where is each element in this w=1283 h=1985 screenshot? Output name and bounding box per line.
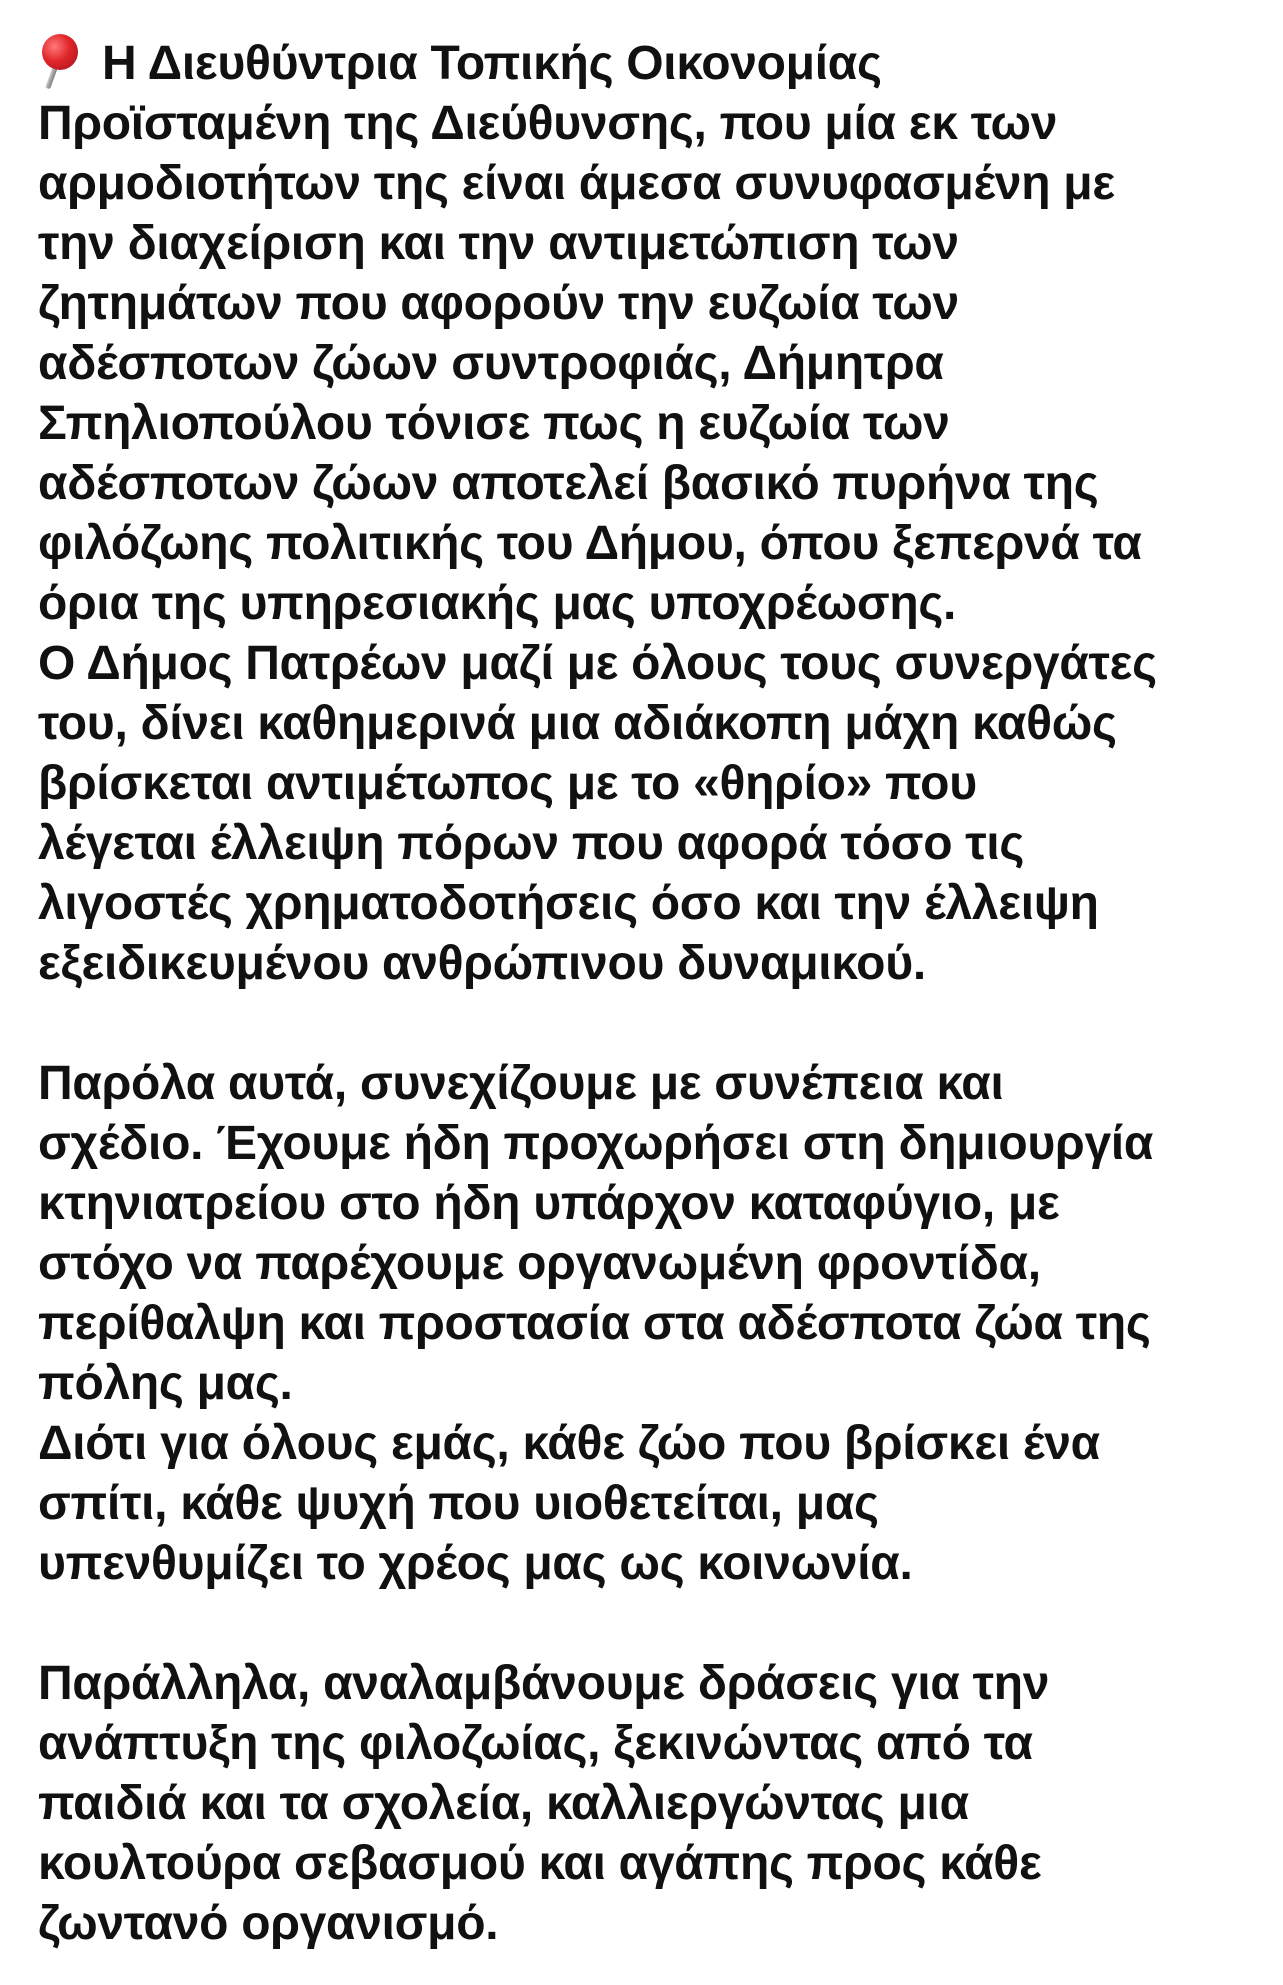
- text-line: [38, 334, 1258, 394]
- text-line-content: υπενθυμίζει το χρέος μας ως κοινωνία.: [38, 1537, 913, 1590]
- text-line-content: Σπηλιοπούλου τόνισε πως η ευζωία των: [38, 397, 950, 450]
- text-line-content: σχέδιο. Έχουμε ήδη προχωρήσει στη δημιουργία: [38, 1117, 1154, 1170]
- text-line-content: σπίτι, κάθε ψυχή που υιοθετείται, μας: [38, 1477, 879, 1530]
- text-line-content: Διότι για όλους εμάς, κάθε ζώο που βρίσκει ένα: [38, 1417, 1100, 1470]
- text-line-content: Προϊσταμένη της Διεύθυνσης, που μία εκ των: [38, 97, 1058, 150]
- text-line: [38, 574, 1258, 634]
- text-line-content: Παράλληλα, αναλαμβάνουμε δράσεις για την: [38, 1657, 1050, 1710]
- text-line: [38, 1054, 1258, 1114]
- text-line-content: αρμοδιοτήτων της είναι άμεσα συνυφασμένη με: [38, 157, 1115, 210]
- text-line: [38, 1714, 1258, 1774]
- text-line-content: λέγεται έλλειψη πόρων που αφορά τόσο τις: [38, 817, 1025, 870]
- pushpin-icon: [40, 34, 80, 90]
- text-line-content: στόχο να παρέχουμε οργανωμένη φροντίδα,: [38, 1237, 1041, 1290]
- text-line-content: ζητημάτων που αφορούν την ευζωία των: [38, 277, 959, 330]
- text-line: [38, 814, 1258, 874]
- text-line: [38, 1414, 1258, 1474]
- text-line: [38, 934, 1258, 994]
- text-line-content: Η Διευθύντρια Τοπικής Οικονομίας: [102, 37, 882, 90]
- text-line-content: πόλης μας.: [38, 1357, 293, 1410]
- text-line-content: εξειδικευμένου ανθρώπινου δυναμικού.: [38, 937, 926, 990]
- text-line-content: ζωντανό οργανισμό.: [38, 1897, 499, 1950]
- paragraph-gap: [38, 994, 1258, 1054]
- text-line-content: κτηνιατρείου στο ήδη υπάρχον καταφύγιο, με: [38, 1177, 1060, 1230]
- text-line: [38, 1234, 1258, 1294]
- text-line-content: περίθαλψη και προστασία στα αδέσποτα ζώα της: [38, 1297, 1151, 1350]
- text-line: [38, 454, 1258, 514]
- text-line: [38, 1894, 1258, 1954]
- text-line-content: όρια της υπηρεσιακής μας υποχρέωσης.: [38, 577, 957, 630]
- text-line: [38, 34, 1258, 94]
- text-line-content: ανάπτυξη της φιλοζωίας, ξεκινώντας από τα: [38, 1717, 1033, 1770]
- text-line: [38, 754, 1258, 814]
- text-line: [38, 1294, 1258, 1354]
- text-line-content: παιδιά και τα σχολεία, καλλιεργώντας μια: [38, 1777, 969, 1830]
- text-line: [38, 1774, 1258, 1834]
- text-line: [38, 634, 1258, 694]
- text-line: [38, 1354, 1258, 1414]
- text-line-content: Ο Δήμος Πατρέων μαζί με όλους τους συνεργάτες: [38, 637, 1157, 690]
- text-line-content: αδέσποτων ζώων αποτελεί βασικό πυρήνα της: [38, 457, 1099, 510]
- text-line-content: αδέσποτων ζώων συντροφιάς, Δήμητρα: [38, 337, 944, 390]
- text-line-content: φιλόζωης πολιτικής του Δήμου, όπου ξεπερνά τα: [38, 517, 1142, 570]
- text-line: [38, 1654, 1258, 1714]
- text-line: [38, 1474, 1258, 1534]
- text-line-content: Παρόλα αυτά, συνεχίζουμε με συνέπεια και: [38, 1057, 1004, 1110]
- text-line: [38, 94, 1258, 154]
- text-line: [38, 514, 1258, 574]
- text-line-content: λιγοστές χρηματοδοτήσεις όσο και την έλλειψη: [38, 877, 1099, 930]
- text-line: [38, 274, 1258, 334]
- text-line-content: την διαχείριση και την αντιμετώπιση των: [38, 217, 959, 270]
- text-line: [38, 694, 1258, 754]
- text-line: [38, 214, 1258, 274]
- text-line: [38, 874, 1258, 934]
- text-line-content: του, δίνει καθημερινά μια αδιάκοπη μάχη καθώς: [38, 697, 1117, 750]
- text-line-content: κουλτούρα σεβασμού και αγάπης προς κάθε: [38, 1837, 1042, 1890]
- text-line: [38, 1534, 1258, 1594]
- text-line: [38, 1174, 1258, 1234]
- paragraph-gap: [38, 1594, 1258, 1654]
- text-line: [38, 154, 1258, 214]
- post-text: [38, 34, 1258, 1954]
- text-line: [38, 1834, 1258, 1894]
- text-line: [38, 1114, 1258, 1174]
- text-line: [38, 394, 1258, 454]
- text-line-content: βρίσκεται αντιμέτωπος με το «θηρίο» που: [38, 757, 977, 810]
